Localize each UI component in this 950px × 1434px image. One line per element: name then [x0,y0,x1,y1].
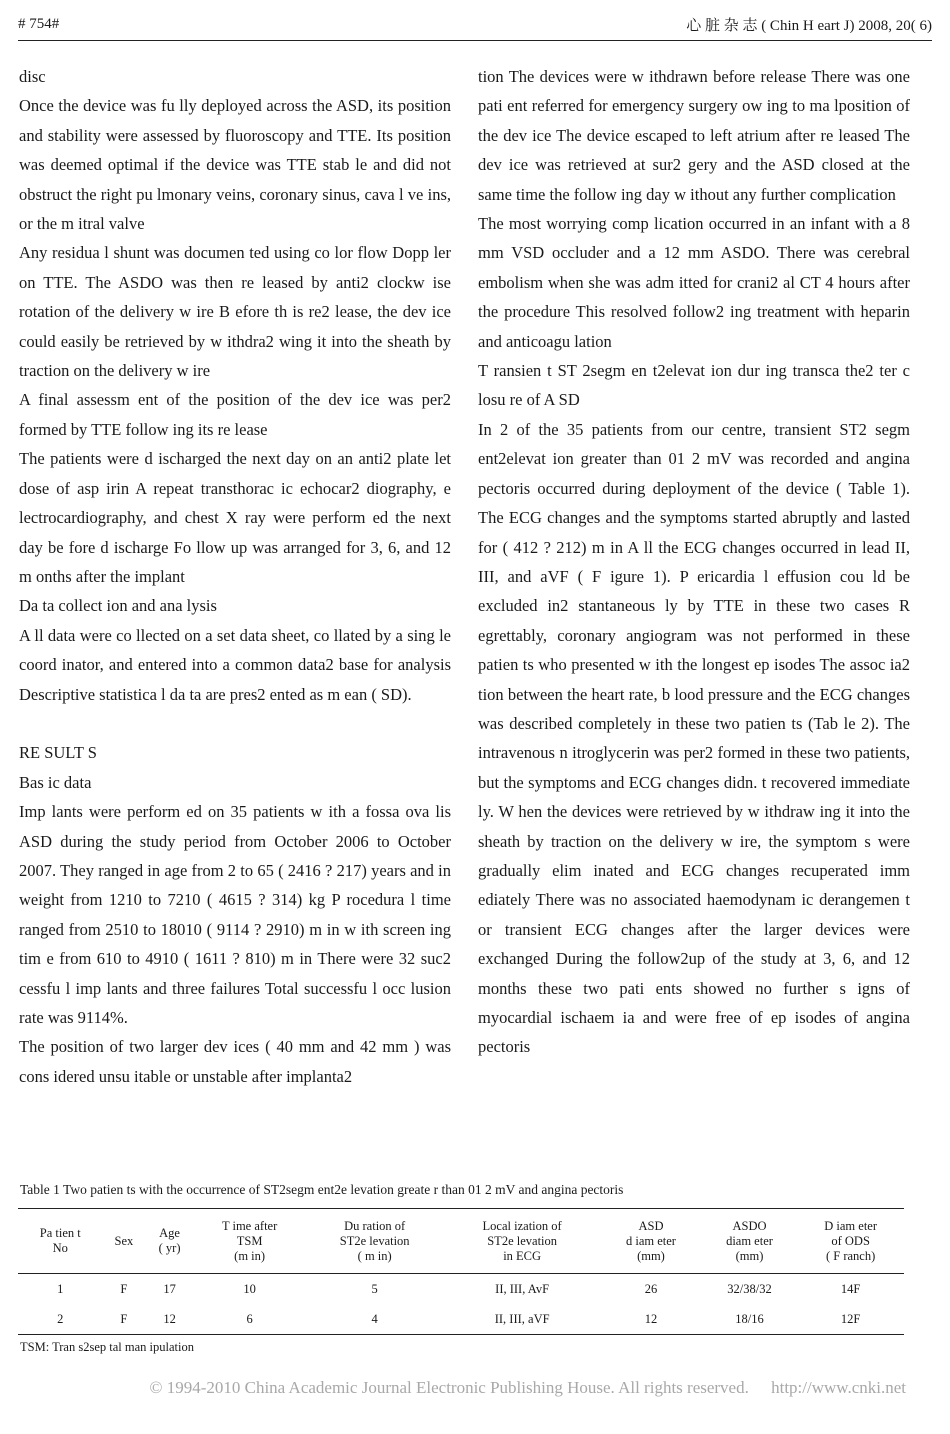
table-header-text: No [52,1241,68,1255]
table-header-text: T ime after [221,1218,278,1233]
copyright-notice: © 1994-2010 China Academic Journal Electronic Publishing House. All rights reserved. [149,1378,749,1397]
table-header-cell [103,1209,146,1274]
table-cell: 14F [840,1281,861,1296]
table-header-text: Du ration of [344,1218,406,1233]
header-rule [18,40,932,41]
page-header [18,12,932,36]
table-cell: 10 [243,1281,256,1296]
table-cell: 4 [305,1304,444,1335]
table-header-text: Pa tien t [39,1226,81,1240]
table-header-cell [194,1209,305,1274]
section-heading: RE SULT S [19,743,97,763]
table-header-text: ASD [638,1218,664,1233]
table-header-text: (mm) [735,1248,764,1263]
table-row [18,1274,904,1305]
paragraph: In 2 of the 35 patients from our centre, transient ST2 segm ent2elevat ion greater than 01 2 mV was recorded and angina pectoris occurred during deployment of the device ( Table 1). The ECG changes and the symptoms started abruptly and lasted for ( 412 ? 212) m in A ll the ECG changes occurred in lead II, III, and aVF ( F igure 1). P ericardia l effusion cou ld be excluded in2 stantaneous ly by TTE in these two cases R egrettably, coronary angiogram was not performed in these patien ts who presented w ith the longest ep isodes The assoc ia2 tion between the heart rate, b lood pressure and the ECG changes was described completely in these two patien ts (Tab le 2). The intravenous n itroglycerin was per2 formed in these two patients, but the symptoms and ECG changes didn. t recovered immediate ly. W hen the devices were retrieved by w ithdraw ing it into the sheath by traction on the delivery w ire, the symptom s were gradually elim inated and ECG changes recuperated imm ediately There was no associated haemodynam ic derangemen t or transient ECG changes after the larger devices were exchanged During the follow2up of the study at 3, 6, and 12 months these two pati ents showed no further s igns of myocardial ischaem ia and were free of ep isodes of angina pectoris [478,419,910,1057]
right-column [478,62,910,1062]
table-cell: 18/16 [702,1304,798,1335]
paragraph: The position of two larger dev ices ( 40 mm and 42 mm ) was cons idered unsu itable or unstable after implanta2 [19,1037,451,1086]
table-header-cell [797,1209,904,1274]
table-header-cell [18,1209,103,1274]
table-1 [18,1208,904,1335]
table-header-text: D iam eter [824,1218,878,1233]
table-header-text: ( m in) [357,1248,392,1263]
section-heading: Da ta collect ion and ana lysis [19,596,217,616]
table-header-text: in ECG [503,1248,542,1263]
page-number: # 754# [18,15,60,32]
table-cell: F [103,1304,146,1335]
table-header-text: ST2e levation [339,1233,410,1248]
table-header-text: Sex [114,1233,134,1248]
paragraph: Any residua l shunt was documen ted using co lor flow Dopp ler on TTE. The ASDO was then re leased by anti2 clockw ise rotation of the delivery w ire B efore th is re2 lease, the dev ice could easily be retrieved by w ithdra2 wing it into the sheath by traction on the delivery w ire [19,243,451,381]
table-cell: 12 [600,1304,701,1335]
table-header-cell [145,1209,194,1274]
paragraph: The most worrying comp lication occurred in an infant with a 8 mm VSD occluder and a 12 mm ASDO. There was cerebral embolism when she was adm itted for crani2 al CT 4 hours after the procedure This resolved follow2 ing treatment with heparin and anticoagu lation [478,214,910,351]
paragraph: The patients were d ischarged the next day on an anti2 plate let dose of asp irin A repeat transthorac ic echocar2 diography, e lectrocardiography, and chest X ray were perform ed the next day be fore d ischarge Fo llow up was arranged for 3, 6, and 12 m onths after the implant [19,449,451,586]
table-cell: 26 [644,1281,658,1296]
table-header-text: (mm) [637,1248,665,1263]
table-header-text: of ODS [831,1233,870,1248]
table-body [18,1274,904,1335]
page-footer [0,1378,906,1398]
table-header-cell [702,1209,798,1274]
table-cell: 5 [371,1281,378,1296]
table-cell: 17 [163,1281,176,1296]
table-cell: II, III, aVF [444,1304,600,1335]
section-heading: Bas ic data [19,772,92,792]
footer-url: http://www.cnki.net [771,1378,906,1397]
table-header-cell [305,1209,444,1274]
table-header-cell [444,1209,600,1274]
table-cell: 6 [194,1304,305,1335]
table-header-text: Age [159,1226,180,1240]
table-header-text: diam eter [726,1233,773,1248]
table-header-text: TSM [236,1233,263,1248]
table-cell: 12 [145,1304,194,1335]
table-header-text: (m in) [234,1248,266,1263]
blank-line [19,709,451,738]
table-cell: 32/38/32 [727,1281,772,1296]
paragraph: tion The devices were w ithdrawn before release There was one pati ent referred for emergency surgery ow ing to ma lposition of the dev ice The device escaped to left atrium after re leased The dev ice was retrieved at sur2 gery and the ASD closed at the same time the follow ing day w ithout any further complication [478,67,910,204]
table-note: TSM: Tran s2sep tal man ipulation [20,1340,194,1354]
table-header-cell [600,1209,701,1274]
table-cell: 2 [18,1304,103,1335]
table-header-text: ( F ranch) [825,1248,876,1263]
table-row [18,1304,904,1335]
table-cell: F [120,1281,128,1296]
section-heading: T ransien t ST 2segm en t2elevat ion dur ing transca the2 ter c losu re of A SD [478,361,910,410]
table-header-text: ASDO [732,1218,767,1233]
paragraph: disc [19,67,46,86]
paragraph: Imp lants were perform ed on 35 patients w ith a fossa ova lis ASD during the study period from October 2006 to October 2007. They ranged in age from 2 to 65 ( 2416 ? 217) years and in weight from 1210 to 7210 ( 4615 ? 314) kg P rocedura l time ranged from 2510 to 18010 ( 9114 ? 2910) m in w ith screen ing tim e from 610 to 4910 ( 1611 ? 810) m in There were 32 suc2 cessfu l imp lants and three failures Total successfu l occ lusion rate was 9114%. [19,802,451,1027]
table-header-text: d iam eter [625,1233,676,1248]
table-cell: II, III, AvF [495,1281,550,1296]
table-cell: 1 [57,1281,64,1296]
paragraph: A ll data were co llected on a set data sheet, co llated by a sing le coord inator, and entered into a common data2 base for analysis Descriptive statistica l da ta are pres2 ented as m ean ( SD). [19,625,451,704]
journal-citation: 心 脏 杂 志 ( Chin H eart J) 2008, 20( 6) [686,17,932,34]
table-header-row [18,1209,904,1274]
table-header-text: ( yr) [158,1241,181,1255]
left-column [19,62,451,1091]
table-header-text: ST2e levation [487,1233,558,1248]
paragraph: Once the device was fu lly deployed across the ASD, its position and stability were assessed by fluoroscopy and TTE. Its position was deemed optimal if the device was TTE stab le and did not obstruct the right pu lmonary veins, coronary sinus, cava l ve ins, or the m itral valve [19,96,451,234]
table-header-text: Local ization of [482,1218,562,1233]
table-caption: Table 1 Two patien ts with the occurrence of ST2segm ent2e levation greate r than 01 2 mV and angina pectoris [20,1182,624,1197]
table-cell: 12F [797,1304,904,1335]
paragraph: A final assessm ent of the position of the dev ice was per2 formed by TTE follow ing its re lease [19,390,451,439]
